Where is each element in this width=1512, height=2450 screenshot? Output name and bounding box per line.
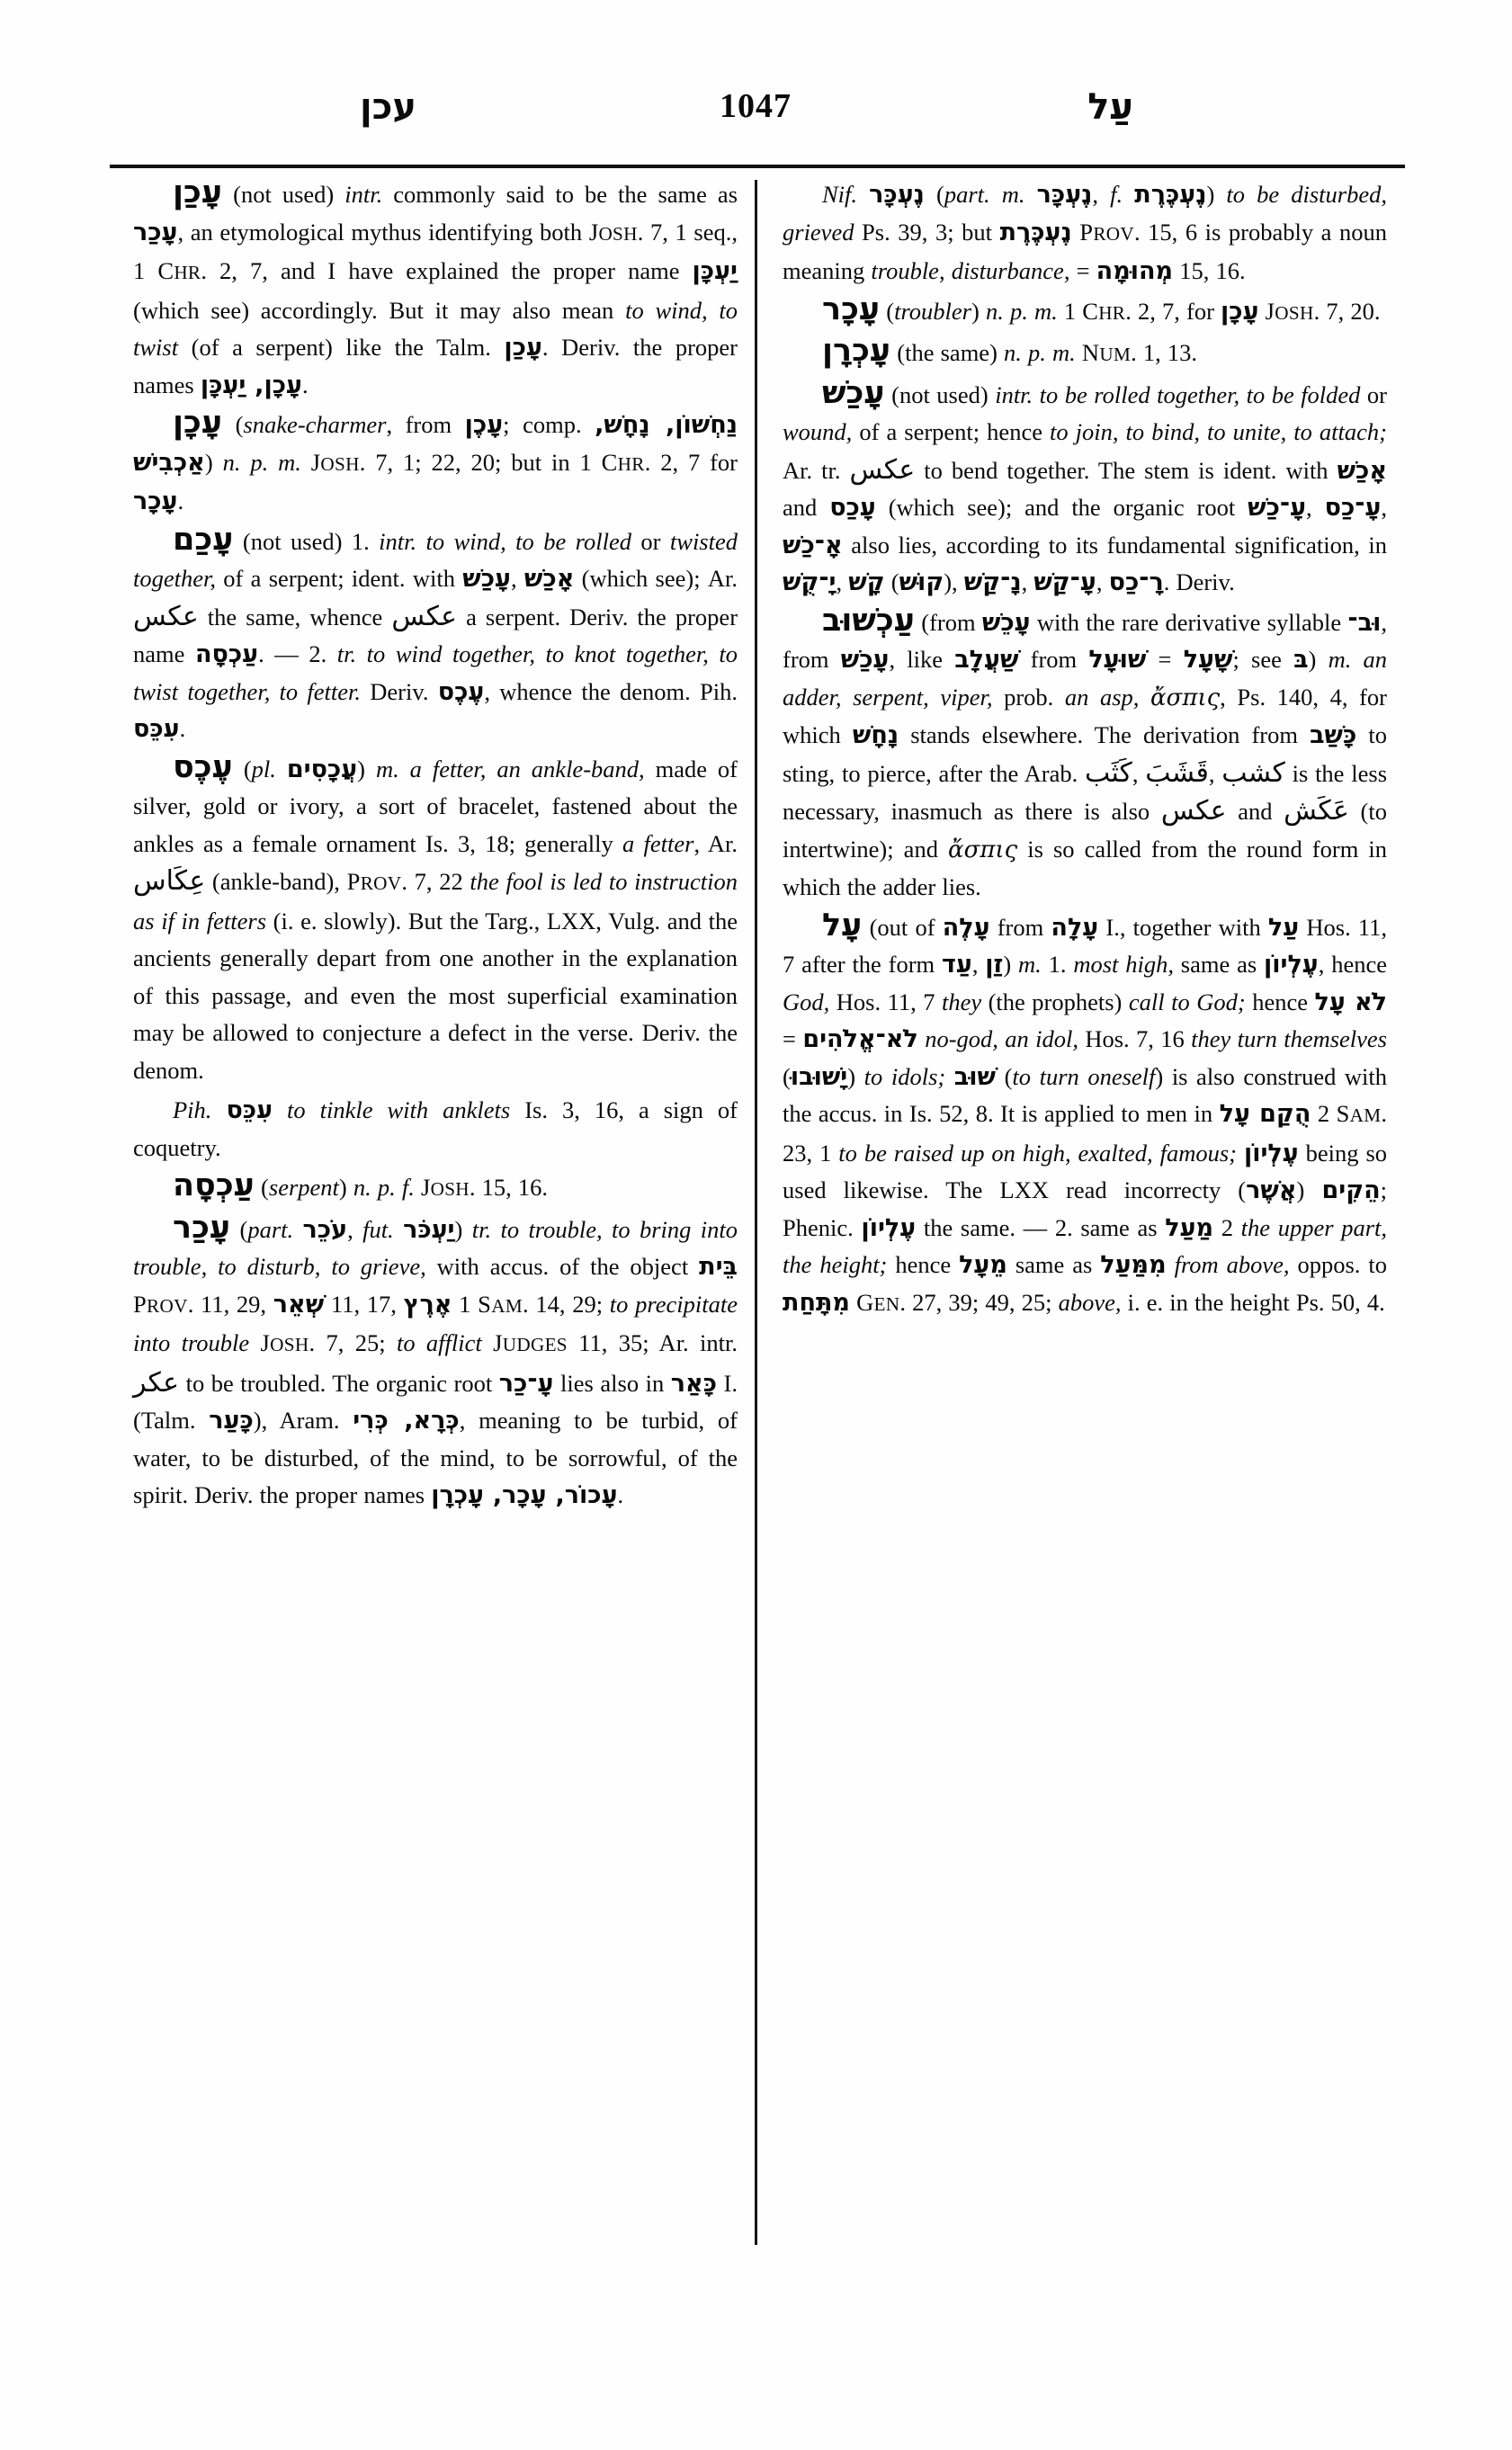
column-divider — [755, 180, 757, 2245]
lexicon-entry: Pih. עִכֵּס to tinkle with anklets Is. 3, 16, a sign of coquetry. — [133, 1096, 738, 1161]
page-number: 1047 — [720, 87, 792, 125]
lexicon-entry: עָל (out of עָלֶה from עָלָה I., together with עַל Hos. 11, 7 after the form עַד, זַן) m. 1. most high, same as עֶלְיוֹן, hence God, Hos. 11, 7 they (the prophets) call to God; hence לֹא עָל = לֹא־אֱלֹהִים no-god, an idol, Hos. 7, 16 they turn themselves (יָשׁוּבוּ) to idols; שׁוּב (to turn oneself) is also construed with the accus. in Is. 52, 8. It is applied to men in הֻקַם עָל 2 SAM. 23, 1 to be raised up on high, exalted, famous; עֶלְיוֹן being so used likewise. The LXX read incorrecty (אֲשֶׁר) הֵקִים; Phenic. עֶלְיוֹן the same. — 2. same as מַעַל 2 the upper part, the height; hence מֵעָל same as מִמַּעַל from above, oppos. to מִתָּחַת GEN. 27, 39; 49, 25; above, i. e. in the height Ps. 50, 4. — [783, 907, 1388, 1317]
header-rule — [110, 165, 1405, 168]
lexicon-entry: עָכַר (part. עֹכֵר, fut. יַעְכֹּר) tr. to trouble, to bring into trouble, to disturb, to grieve, with accus. of the object בֵּית PROV. 11, 29, שְׁאֵר 11, 17, אֶרֶץ 1 SAM. 14, 29; to precipitate into trouble JOSH. 7, 25; to afflict JUDGES 11, 35; Ar. intr. عكر to be troubled. The organic root עָ־כַר lies also in כָּאַר I. (Talm. כָּעַר), Aram. כְּרָא, כְּרִי, meaning to be turbid, of water, to be disturbed, of the mind, to be sorrowful, of the spirit. Deriv. the proper names עָכוֹר, עָכָר, עָכְרָן. — [133, 1209, 738, 1509]
lexicon-entry: עָכַם (not used) 1. intr. to wind, to be rolled or twisted together, of a serpent; ident. with עָכַשׁ, אָכַשׁ (which see); Ar. عكس the same, whence عكس a serpent. Deriv. the proper name עַכְסָה. — 2. tr. to wind together, to knot together, to twist together, to fetter. Deriv. עֶכֶס, whence the denom. Pih. עִכֵּס. — [133, 521, 738, 743]
lexicon-entry: עַכְשׁוּב (from עָכֵשׁ with the rare derivative syllable וּב־, from עָכַשׁ, like שַׁעֲלָב from שׁוּעָל = שָׁעָל; see בּ) m. an adder, serpent, viper, prob. an asp, ἄσπις, Ps. 140, 4, for which נָחָשׁ stands elsewhere. The derivation from כָּשַׁב to sting, to pierce, after the Arab. كَثَب, قَشَبَ, كشب is the less necessary, inasmuch as there is also عكس and عَكَش (to intertwine); and ἄσπις is so called from the round form in which the adder lies. — [783, 602, 1388, 900]
lexicon-entry: Nif. נֶעְכָּר (part. m. נֶעְכָּר, f. נֶעְכֶּרֶת) to be disturbed, grieved Ps. 39, 3; but נֶעְכֶּרֶת PROV. 15, 6 is probably a noun meaning trouble, disturbance, = מְהוּמָה 15, 16. — [783, 181, 1387, 285]
lexicon-entry: עָכָן (snake-charmer, from עָכֶן; comp. נַחְשׁוֹן, נָחָשׁ, אַכְבִישׁ) n. p. m. JOSH. 7, 1; 22, 20; but in 1 CHR. 2, 7 for עָכָר. — [133, 405, 738, 515]
running-head-left-hebrew: עכן — [360, 86, 417, 128]
column-right — [783, 176, 1387, 2263]
lexicon-entry: עָכַשׁ (not used) intr. to be rolled together, to be folded or wound, of a serpent; hence to join, to bind, to unite, to attach; Ar. tr. عكس to bend together. The stem is ident. with אָכַשׁ and עָכַס (which see); and the organic root עָ־כַשׁ, עָ־כַס, אָ־כַשׁ also lies, according to its fundamental signification, in יָ־קֻשׁ, קָשׁ (קוּשׁ), נָ־קַשׁ, עָ־קַשׁ, רָ־כַס. Deriv. — [783, 374, 1388, 596]
running-head-right-hebrew: עַל — [1087, 86, 1133, 128]
lexicon-entry: עָכְרָן (the same) n. p. m. NUM. 1, 13. — [822, 333, 1197, 369]
column-left — [133, 176, 738, 2263]
running-head — [108, 86, 1403, 158]
text-columns — [110, 176, 1405, 2263]
lexicon-entry: עָכָר (troubler) n. p. m. 1 CHR. 2, 7, for עָכָן JOSH. 7, 20. — [822, 291, 1381, 327]
lexicon-entry: עֶכֶס (pl. עֲכָסִים) m. a fetter, an ankle-band, made of silver, gold or ivory, a sort of bracelet, fastened about the ankles as a female ornament Is. 3, 18; generally a fetter, Ar. عِكَاس (ankle-band), PROV. 7, 22 the fool is led to instruction as if in fetters (i. e. slowly). But the Targ., LXX, Vulg. and the ancients generally depart from one another in the explanation of this passage, and even the most superficial examination may be allowed to conjecture a defect in the verse. Deriv. the denom. — [133, 748, 738, 1084]
lexicon-entry: עַכְסָה (serpent) n. p. f. JOSH. 15, 16. — [173, 1167, 549, 1203]
lexicon-entry: עָכַן (not used) intr. commonly said to be the same as עָכַר, an etymological mythus identifying both JOSH. 7, 1 seq., 1 CHR. 2, 7, and I have explained the proper name יַעְכָּן (which see) accordingly. But it may also mean to wind, to twist (of a serpent) like the Talm. עָכַן. Deriv. the proper names עָכָן, יַעְכָּן. — [133, 174, 738, 399]
